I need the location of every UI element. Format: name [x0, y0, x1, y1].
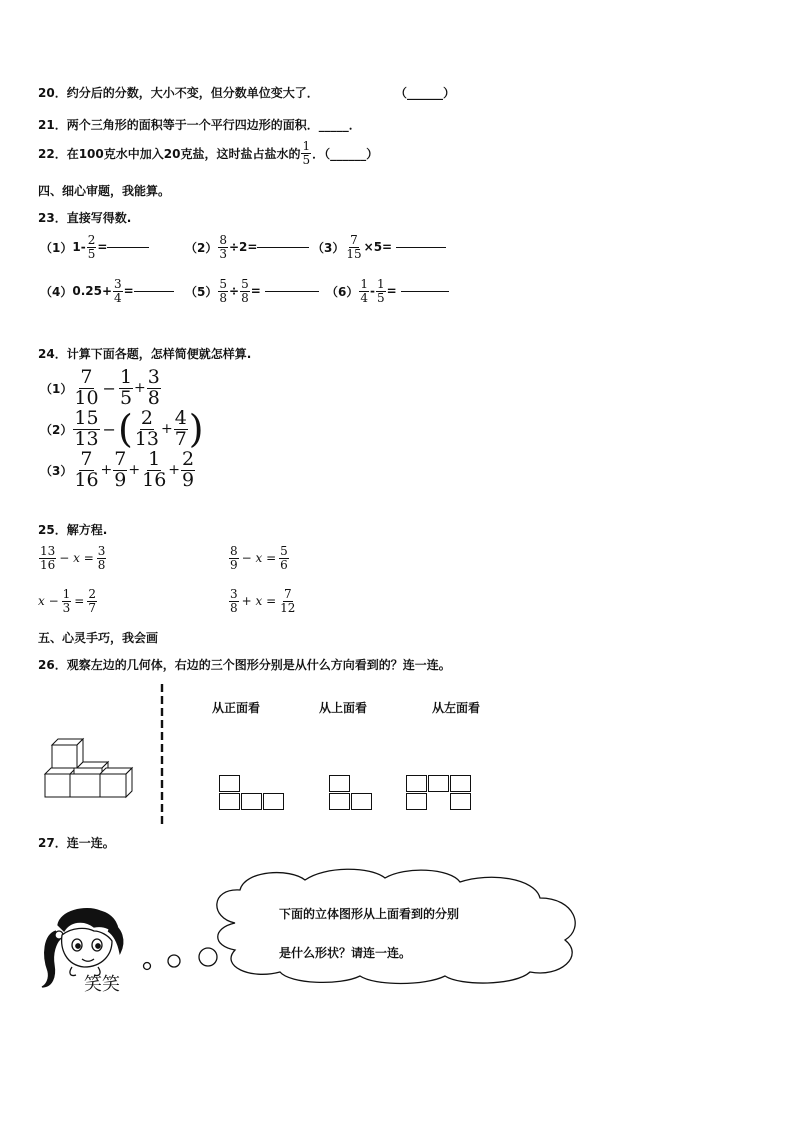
- q26-number: 26．: [38, 658, 67, 672]
- fraction: [113, 450, 127, 491]
- bubble-text-line-2: 是什么形状？请连一连。: [279, 946, 412, 960]
- q23-item-fraction: [218, 234, 228, 260]
- q24-number: 24．: [38, 347, 67, 361]
- grid-cell: [406, 793, 427, 810]
- q23-item-1: [40, 234, 149, 260]
- q24-expression-3: [40, 450, 196, 491]
- frac-den: 16: [40, 557, 56, 572]
- q23-title-text: 直接写得数.: [66, 211, 132, 225]
- q23-item-2: [185, 234, 309, 260]
- equation-middle: + x =: [241, 594, 277, 609]
- frac-num: 5: [280, 544, 288, 558]
- q24-label: （1）: [40, 381, 73, 396]
- frac-den: 9: [182, 468, 195, 491]
- q22-fraction: [301, 140, 311, 166]
- q23-item-pre: 0.25+: [72, 284, 113, 299]
- frac-num: 5: [219, 277, 227, 291]
- frac-num: 3: [147, 366, 160, 388]
- q22-number: 22．: [38, 146, 67, 161]
- q23-item-4: [40, 278, 174, 304]
- section-4-title: 四、细心审题，我能算。: [38, 184, 171, 198]
- frac-den: 8: [219, 290, 227, 305]
- fraction: [229, 545, 239, 571]
- frac-den: 12: [280, 600, 296, 615]
- frac-num: 8: [219, 233, 227, 247]
- left-paren: (: [117, 407, 133, 452]
- q21-number: 21．: [38, 118, 67, 132]
- fraction: [73, 368, 99, 409]
- frac-num: 1: [62, 587, 71, 601]
- thought-bubble: [140, 868, 585, 986]
- right-paren: ): [188, 407, 204, 452]
- q22-frac-den: 5: [302, 152, 311, 167]
- view-label-front: 从正面看: [212, 701, 261, 715]
- operator: +: [160, 421, 173, 438]
- fraction: [279, 588, 296, 614]
- frac-den: 5: [119, 386, 133, 409]
- question-26: [38, 656, 451, 673]
- q23-item-fraction: [345, 234, 362, 260]
- fraction: [119, 368, 133, 409]
- q23-item-operator: -: [370, 284, 375, 299]
- question-23-title: [38, 209, 131, 226]
- question-25-title: [38, 521, 107, 538]
- view-shape-3[interactable]: [406, 775, 476, 815]
- frac-num: 7: [283, 587, 292, 601]
- dashed-divider: [159, 684, 165, 826]
- q23-item-pre: 1-: [72, 240, 86, 255]
- frac-num: 2: [87, 233, 96, 247]
- answer-blank[interactable]: [107, 246, 149, 248]
- view-label-top: 从上面看: [319, 701, 368, 715]
- q23-item-fraction: [218, 278, 228, 304]
- frac-num: 3: [114, 277, 122, 291]
- cube-solid-figure: [40, 735, 144, 801]
- operator: −: [102, 419, 116, 439]
- fraction: [87, 588, 97, 614]
- operator: −: [102, 378, 116, 398]
- frac-den: 3: [219, 246, 227, 261]
- fraction: [141, 450, 167, 491]
- q24-expression-2: [40, 409, 204, 450]
- q23-item-fraction-2: [240, 278, 250, 304]
- frac-num: 15: [74, 407, 99, 429]
- operator: +: [100, 462, 113, 479]
- frac-num: 2: [140, 407, 153, 429]
- frac-num: 5: [241, 277, 249, 291]
- fraction: [97, 545, 107, 571]
- q23-item-label: （3）: [312, 240, 345, 255]
- frac-den: 8: [241, 290, 249, 305]
- view-label-left: 从左面看: [432, 701, 481, 715]
- q24-label: （3）: [40, 463, 73, 478]
- question-21: [38, 116, 361, 133]
- q22-after[interactable]: ．（______）: [312, 146, 379, 161]
- q23-item-post: =: [386, 284, 397, 299]
- frac-den: 5: [376, 290, 385, 305]
- q22-text: 在100克水中加入20克盐，这时盐占盐水的: [66, 146, 301, 161]
- answer-blank[interactable]: [401, 290, 449, 292]
- answer-blank[interactable]: [134, 290, 174, 292]
- q20-text: 约分后的分数，大小不变，但分数单位变大了．: [66, 86, 319, 100]
- q23-item-post: =: [250, 284, 261, 299]
- q23-item-label: （1）: [40, 240, 73, 255]
- equation-middle: − x =: [241, 551, 277, 566]
- frac-den: 13: [74, 427, 99, 450]
- fraction: [73, 409, 99, 450]
- q25-equation-3: [38, 588, 98, 614]
- q23-item-post: ×5=: [363, 240, 393, 255]
- q24-title-text: 计算下面各题，怎样简便就怎样算.: [66, 347, 252, 361]
- fraction: [73, 450, 99, 491]
- grid-cell: [428, 775, 449, 792]
- frac-den: 15: [346, 246, 362, 261]
- frac-den: 16: [74, 468, 99, 491]
- q23-item-label: （6）: [326, 284, 359, 299]
- question-20: [38, 84, 319, 101]
- frac-den: 10: [74, 386, 99, 409]
- equation-middle: =: [74, 594, 85, 609]
- operator: +: [168, 462, 181, 479]
- frac-den: 13: [134, 427, 159, 450]
- question-27: [38, 834, 115, 851]
- frac-den: 7: [88, 600, 96, 615]
- frac-den: 5: [87, 246, 96, 261]
- grid-cell: [241, 793, 262, 810]
- fraction: [39, 545, 56, 571]
- bubble-text-line-1: 下面的立体图形从上面看到的分别: [279, 907, 460, 921]
- q23-item-post: =: [97, 240, 108, 255]
- q23-item-label: （2）: [185, 240, 218, 255]
- frac-num: 13: [40, 544, 56, 558]
- frac-den: 9: [230, 557, 238, 572]
- character-name-label: 笑笑: [84, 974, 120, 995]
- operator: +: [134, 380, 146, 397]
- frac-den: 3: [62, 600, 71, 615]
- frac-den: 8: [230, 600, 238, 615]
- q21-text: 两个三角形的面积等于一个平行四边形的面积．_____．: [66, 118, 361, 132]
- grid-cell: [351, 793, 372, 810]
- q23-item-3: [312, 234, 446, 260]
- q24-label: （2）: [40, 422, 73, 437]
- grid-cell: [329, 793, 350, 810]
- frac-num: 7: [80, 448, 93, 470]
- frac-num: 4: [174, 407, 187, 429]
- q23-item-label: （5）: [185, 284, 218, 299]
- frac-num: 7: [350, 233, 358, 247]
- fraction: [279, 545, 289, 571]
- question-24-title: [38, 345, 251, 362]
- q20-number: 20．: [38, 86, 67, 100]
- fraction: [147, 368, 161, 409]
- q27-number: 27．: [38, 836, 67, 850]
- grid-cell: [329, 775, 350, 792]
- q23-item-6: [326, 278, 449, 304]
- fraction: [181, 450, 195, 491]
- frac-num: 3: [97, 544, 106, 558]
- equation-prefix: x −: [38, 594, 59, 609]
- fraction: [134, 409, 160, 450]
- operator: +: [128, 462, 141, 479]
- q27-text: 连一连。: [66, 836, 115, 850]
- q20-answer-paren[interactable]: （______）: [395, 86, 456, 100]
- q25-equation-2: [228, 545, 290, 571]
- q23-item-fraction: [113, 278, 123, 304]
- grid-cell: [406, 775, 427, 792]
- q25-equation-1: [38, 545, 107, 571]
- view-shape-1[interactable]: [219, 775, 289, 815]
- fraction: [229, 588, 239, 614]
- view-shape-2[interactable]: [329, 775, 377, 815]
- q26-text: 观察左边的几何体，右边的三个图形分别是从什么方向看到的？连一连。: [66, 658, 451, 672]
- equation-middle: − x =: [59, 551, 94, 566]
- q23-item-operator: ÷: [229, 284, 240, 299]
- q23-item-label: （4）: [40, 284, 73, 299]
- q24-expression-1: [40, 368, 162, 409]
- section-5-title: 五、心灵手巧，我会画: [38, 631, 159, 645]
- frac-den: 8: [147, 386, 160, 409]
- q23-item-fraction: [359, 278, 369, 304]
- q23-item-post: =: [123, 284, 134, 299]
- frac-num: 7: [114, 448, 127, 470]
- frac-den: 6: [280, 557, 288, 572]
- question-22: [38, 140, 378, 166]
- frac-num: 2: [88, 587, 96, 601]
- frac-num: 2: [182, 448, 195, 470]
- grid-cell: [450, 793, 471, 810]
- grid-cell: [450, 775, 471, 792]
- frac-num: 7: [80, 366, 93, 388]
- frac-num: 1: [376, 277, 385, 291]
- q23-item-post: ÷2=: [229, 240, 258, 255]
- q23-item-fraction-2: [376, 278, 386, 304]
- frac-den: 4: [114, 290, 122, 305]
- frac-num: 1: [119, 366, 133, 388]
- frac-den: 8: [97, 557, 106, 572]
- answer-blank[interactable]: [396, 246, 446, 248]
- q23-number: 23．: [38, 211, 67, 225]
- frac-num: 8: [230, 544, 238, 558]
- frac-num: 1: [360, 277, 368, 291]
- frac-den: 4: [360, 290, 368, 305]
- frac-num: 3: [230, 587, 238, 601]
- grid-cell: [219, 793, 240, 810]
- frac-den: 16: [142, 468, 167, 491]
- q25-title-text: 解方程.: [66, 523, 108, 537]
- frac-den: 9: [114, 468, 127, 491]
- grid-cell: [263, 793, 284, 810]
- fraction: [62, 588, 72, 614]
- answer-blank[interactable]: [257, 246, 309, 248]
- q25-equation-4: [228, 588, 297, 614]
- fraction: [174, 409, 188, 450]
- grid-cell: [219, 775, 240, 792]
- q23-item-fraction: [87, 234, 97, 260]
- frac-den: 7: [174, 427, 187, 450]
- answer-blank[interactable]: [265, 290, 319, 292]
- q22-frac-num: 1: [302, 139, 311, 153]
- frac-num: 1: [148, 448, 161, 470]
- q25-number: 25．: [38, 523, 67, 537]
- q23-item-5: [185, 278, 319, 304]
